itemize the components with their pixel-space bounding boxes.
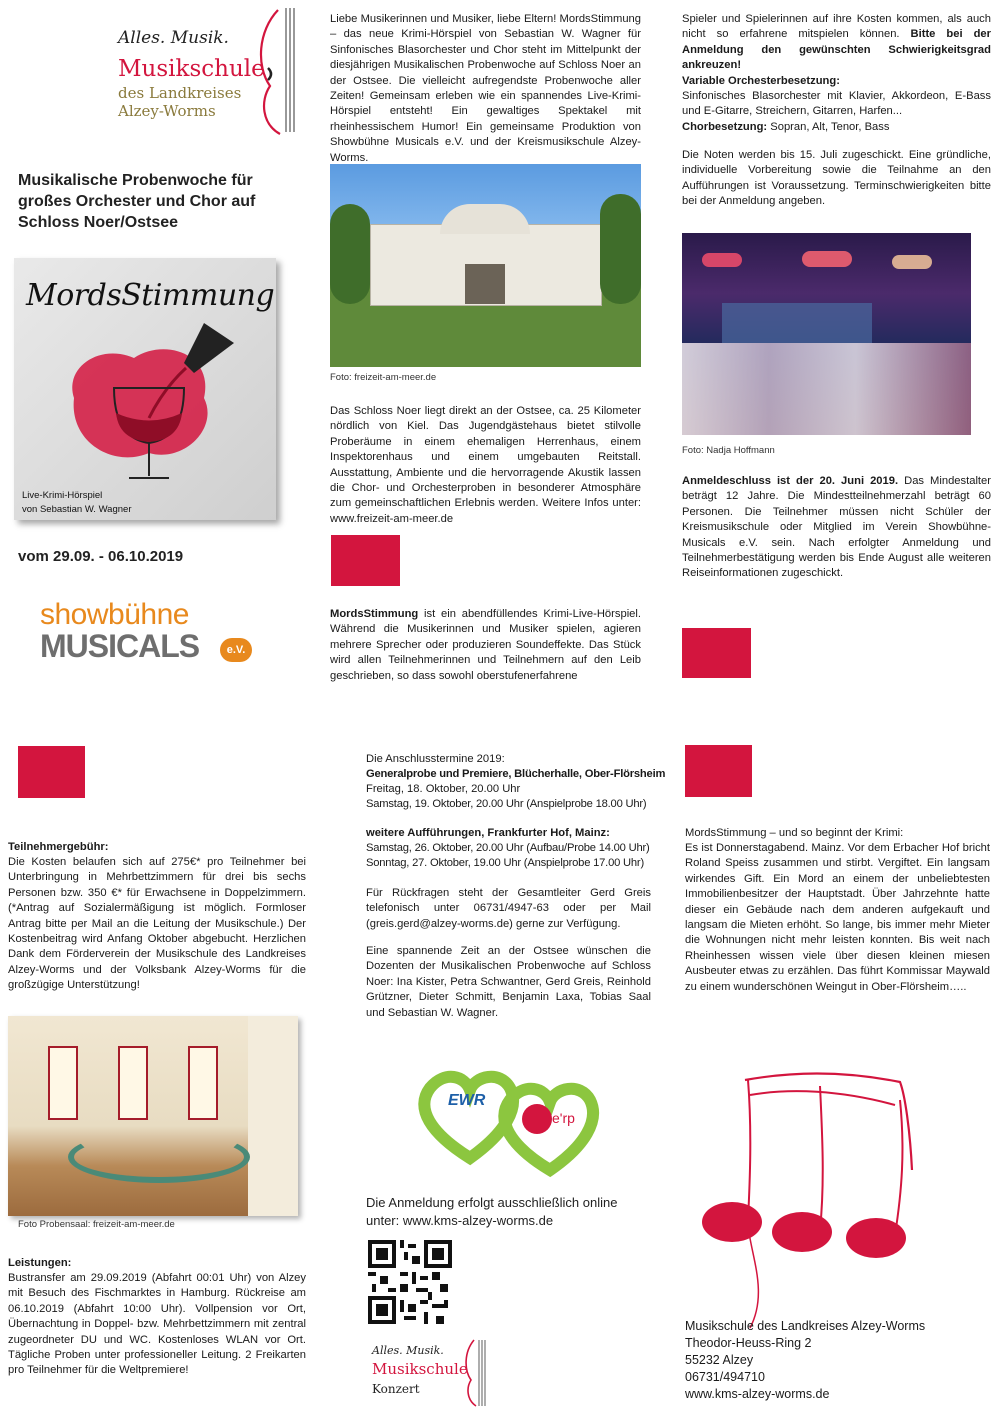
anmeldeschluss-text <box>682 474 991 582</box>
ev-badge: e.V. <box>220 638 252 662</box>
concert-photo <box>682 233 971 435</box>
poster-title: MordsStimmung <box>26 278 275 313</box>
anm-bold: Anmeldeschluss ist der 20. Juni 2019. <box>682 475 899 487</box>
krimi-intro: MordsStimmung – und so beginnt der Krimi: <box>685 827 904 839</box>
logo-line3: Alzey-Worms <box>118 102 216 120</box>
logo-tagline: Alles. Musik. <box>118 28 229 48</box>
fee-title: Teilnehmergebühr: <box>8 841 109 853</box>
wunsch-text: Eine spannende Zeit an der Ostsee wünschen die Dozenten der Musikalischen Probenwoche auf Schloss Noer: Ina Kister, Petra Schwantner, Gerd Greis, Reinhold Grützner, Dieter Schmitt, Benjamin Laxa, Tobias Saal und Sebastian W. Wagner. <box>366 945 651 1019</box>
event-dates: vom 29.09. - 06.10.2019 <box>18 548 184 565</box>
concert-photo-caption: Foto: Nadja Hoffmann <box>682 445 775 456</box>
logo-line1: Musikschule <box>118 56 265 82</box>
anm-rest: Das Mindestalter beträgt 12 Jahre. Die Mindestteilnehmerzahl beträgt 60 Personen. Die Teilnehmer müssen nicht Schüler der Kreismusikschule oder Mitglied im Verein Showbühne-Musicals e.V. sein. Nach erfolgter Anmeldung und Teilnehmerbestätigung werden bis Ende August alle weiteren Reiseinformationen zugeschickt. <box>682 475 991 580</box>
anschluss-title: Die Anschlusstermine 2019: <box>366 753 505 765</box>
orchester-text: Sinfonisches Blasorchester mit Klavier, Akkordeon, E-Bass und E-Gitarre, Streichern, Gitarren, Harfen... <box>682 90 991 118</box>
mords-bold: MordsStimmung <box>330 608 419 620</box>
musikschule-konzert-logo <box>370 1338 510 1408</box>
leistungen-text: Bustransfer am 29.09.2019 (Abfahrt 00:01 Uhr) von Alzey mit Besuch des Fischmarktes in Hamburg. Rückreise am 06.10.2019 (Abfahrt 10:00 Uhr). Vollpension vor Ort, Übernachtung in Doppel- bzw. Mehrbettzimmern mit zentral zugeordneter DU und WC. Kostenloses WLAN vor Ort. Tägliche Proben unter professioneller Leitung. 2 Freikarten pro Teilnehmer für die Weltpremiere! <box>8 1272 306 1377</box>
online-line1: Die Anmeldung erfolgt ausschließlich online <box>366 1195 618 1210</box>
violin-logo-icon <box>248 6 308 136</box>
wine-glass-splash-icon <box>54 318 244 488</box>
address-website[interactable]: www.kms-alzey-worms.de <box>685 1387 830 1401</box>
chor-line <box>682 120 991 135</box>
address-line2: Theodor-Heuss-Ring 2 <box>685 1336 812 1350</box>
small-logo-tagline: Alles. Musik. <box>372 1344 444 1357</box>
musicals-word: MUSICALS <box>40 628 200 664</box>
noten-text: Die Noten werden bis 15. Juli zugeschickt. Eine gründliche, individuelle Vorbereitung sowie die Teilnahme an den Aufführungen ist Voraussetzung. Terminschwierigkeiten bitte bei der Anmeldung angeben. <box>682 149 991 208</box>
small-violin-icon <box>460 1338 490 1408</box>
showbuehne-word: showbühne <box>40 598 189 631</box>
col2-schloss-text: Das Schloss Noer liegt direkt an der Ostsee, ca. 25 Kilometer nördlich von Kiel. Das Jugendgästehaus bietet stilvolle Proberäume in einem ehemaligen Herrenhaus, einem Inspektorenhaus und einem umgebauten Reitstall. Ausstattung, Ambiente und die hervorragende Akustik lassen die Chor- und Orchesterproben in besonderer Atmosphäre zum gemeinschaftlichen Erlebnis werden. Weitere Infos unter: www.freizeit-am-meer.de <box>330 405 641 525</box>
red-square-deco <box>682 628 751 678</box>
sponsor-hearts-icon <box>410 1058 610 1178</box>
wa-date2: Sonntag, 27. Oktober, 19.00 Uhr (Anspielprobe 17.00 Uhr) <box>366 857 644 869</box>
showbuehne-logo <box>40 598 270 668</box>
online-line2: unter: www.kms-alzey-worms.de <box>366 1213 554 1228</box>
gp-date2: Samstag, 19. Oktober, 20.00 Uhr (Anspielprobe 18.00 Uhr) <box>366 798 647 810</box>
mordsstimmung-poster <box>14 258 276 520</box>
small-logo-line1: Musikschule <box>372 1360 468 1378</box>
schloss-noer-photo <box>330 164 641 367</box>
cont-text: Spieler und Spielerinnen auf ihre Kosten kommen, als auch nicht so erfahrene mitspielen können. <box>682 13 991 41</box>
address-line1: Musikschule des Landkreises Alzey-Worms <box>685 1319 926 1333</box>
poster-sub1: Live-Krimi-Hörspiel <box>22 490 103 501</box>
fee-text: Die Kosten belaufen sich auf 275€* pro Teilnehmer bei Unterbringung in Mehrbettzimmern für drei bis sechs Personen bzw. 350 €* für Erwachsene in Doppelzimmern. (*Antrag auf Sozialermäßigung ist möglich. Formloser Antrag bitte per Mail an die Leitung der Musikschule.) Der Kostenbeitrag wird Anfang Oktober abgebucht. Herzlichen Dank dem Förderverein der Musikschule des Landkreises Alzey-Worms und der Volksbank Alzey-Worms für die großzügige Unterstützung! <box>8 856 306 992</box>
address-phone: 06731/494710 <box>685 1370 765 1384</box>
logo-line2: des Landkreises <box>118 84 242 102</box>
probensaal-photo-caption: Foto Probensaal: freizeit-am-meer.de <box>18 1219 175 1230</box>
wa-date1: Samstag, 26. Oktober, 20.00 Uhr (Aufbau/Probe 14.00 Uhr) <box>366 842 650 854</box>
mords-rest: ist ein abendfüllendes Krimi-Live-Hörspiel. Während die Musikerinnen und Musiker spielen, agieren mehrere Sprecher oder produzieren Soundeffekte. Das Stück wird allen Teilnehmerinnen und Teilnehmern auf den Leib geschrieben, so dass sowohl oberstufenerfahrene <box>330 608 641 682</box>
address-line3: 55232 Alzey <box>685 1353 754 1367</box>
poster-sub2: von Sebastian W. Wagner <box>22 504 132 515</box>
qr-code-icon[interactable] <box>368 1240 452 1324</box>
schloss-photo-caption: Foto: freizeit-am-meer.de <box>330 372 437 383</box>
cont-bold: Bitte bei der Anmeldung den gewünschten Schwierigkeitsgrad ankreuzen! <box>682 28 991 72</box>
red-square-deco <box>685 745 752 797</box>
chor-text: Sopran, Alt, Tenor, Bass <box>767 121 890 133</box>
red-square-deco <box>18 746 85 798</box>
col3-continuation <box>682 12 991 74</box>
gp-date1: Freitag, 18. Oktober, 20.00 Uhr <box>366 783 521 795</box>
krimi-story: Es ist Donnerstagabend. Mainz. Vor dem Erbacher Hof bricht Roland Speiss zusammen und stirbt. Vergiftet. Ein langsam wirkendes Gift. Ein Mord an einem der unbeliebtesten Immobilienbesitzer der Hauptstadt. Über Jahrzehnte hatte dieser ein Gebäude nach dem anderen aufgekauft und langsam die Mieten erhöht. So lange, bis immer mehr Mieter die Wohnungen nicht mehr leisten konnten. Bis weit nach Rheinhessen wissen viele über diesen kleinen miesen Ausbeuter etwas zu erzählen. Das führt Kommissar Maywald zu einem wunderschönen Weingut in Ober-Flörsheim….. <box>685 842 990 993</box>
musikschule-logo <box>108 6 308 136</box>
page-headline: Musikalische Probenwoche für großes Orchester und Chor auf Schloss Noer/Ostsee <box>18 172 256 231</box>
col2-intro: Liebe Musikerinnen und Musiker, liebe Eltern! MordsStimmung – das neue Krimi-Hörspiel von Sebastian W. Wagner für Sinfonisches Blasorchester und Chor steht im Mittelpunkt der diesjährigen Musikalischen Probenwoche auf Schloss Noer an der Ostsee. Die vielleicht aufregendste Probenwoche aller Zeiten! Gemeinsam erleben wie ein spannendes Live-Krimi-Hörspiel entsteht! Ein gewaltiges Spektakel mit rheinhessischem Humor! Ein gemeinsame Produktion von Showbühne Musicals e.V. und der Kreismusikschule Alzey-Worms. <box>330 13 641 164</box>
small-logo-line2: Konzert <box>372 1382 420 1396</box>
probensaal-photo <box>8 1016 298 1216</box>
address-block <box>685 1318 985 1403</box>
orchester-title: Variable Orchesterbesetzung: <box>682 75 840 87</box>
ewr-logo: EWR <box>448 1092 486 1109</box>
gp-title: Generalprobe und Premiere, Blücherhalle, Ober-Flörsheim <box>366 768 666 780</box>
erp-logo <box>522 1104 552 1134</box>
col2-mords-text <box>330 607 641 684</box>
wa-title: weitere Aufführungen, Frankfurter Hof, Mainz: <box>366 827 610 839</box>
music-notes-icon <box>690 1050 950 1330</box>
erp-text: e'rp <box>552 1110 575 1126</box>
leistungen-title: Leistungen: <box>8 1257 72 1269</box>
chor-title: Chorbesetzung: <box>682 121 768 133</box>
red-square-deco <box>331 535 400 586</box>
rueckfragen-text: Für Rückfragen steht der Gesamtleiter Gerd Greis telefonisch unter 06731/4947-63 oder per Mail (greis.gerd@alzey-worms.de) gerne zur Verfügung. <box>366 887 651 930</box>
